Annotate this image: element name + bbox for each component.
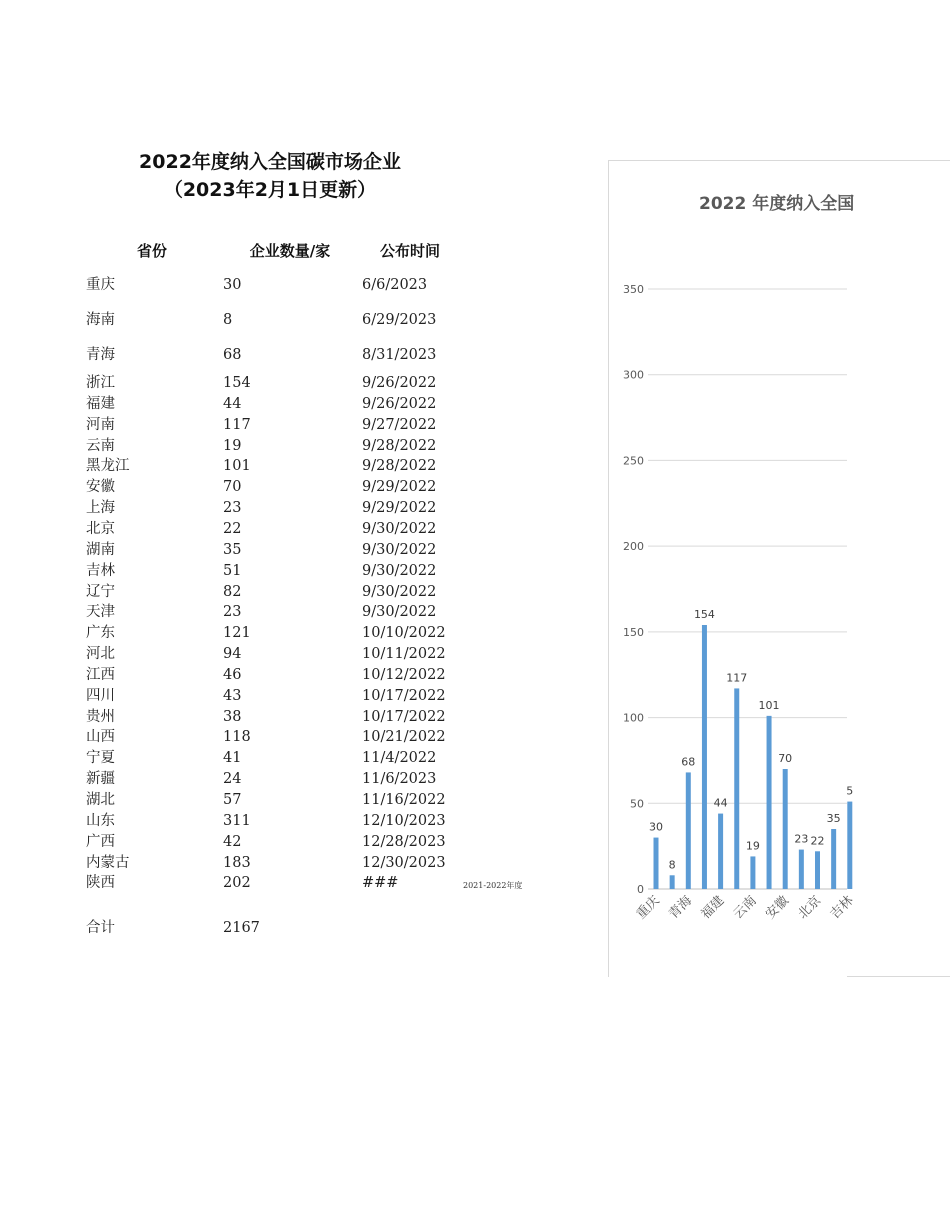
x-tick-label: 北京: [795, 893, 825, 923]
chart-title: 2022 年度纳入全国: [699, 194, 855, 214]
row-date: 12/10/2023: [362, 812, 446, 829]
x-tick-label: 云南: [730, 893, 760, 923]
column-header-date: 公布时间: [379, 242, 440, 260]
row-province: 青海: [86, 347, 115, 363]
row-province: 辽宁: [86, 583, 115, 600]
row-date: 9/26/2022: [362, 395, 437, 412]
row-count: 35: [223, 541, 242, 558]
bar: [750, 856, 755, 889]
row-date: 11/16/2022: [362, 792, 446, 808]
row-count: 23: [223, 500, 242, 517]
y-tick-label: 250: [623, 454, 644, 468]
x-tick-label: 重庆: [633, 893, 663, 923]
total-value: 2167: [223, 920, 260, 936]
row-count: 183: [223, 854, 251, 871]
row-province: 天津: [86, 604, 115, 621]
bar: [847, 802, 852, 889]
row-province: 安徽: [86, 479, 115, 496]
bar: [799, 850, 804, 889]
row-date: 9/30/2022: [362, 583, 437, 600]
row-count: 22: [223, 520, 242, 537]
row-province: 重庆: [86, 277, 115, 293]
data-label: 154: [693, 608, 715, 621]
row-province: 黑龙江: [86, 458, 130, 475]
x-tick-label: 福建: [698, 893, 728, 923]
row-date: 9/30/2022: [362, 541, 437, 558]
bar: [686, 772, 691, 889]
bar: [815, 851, 820, 889]
row-province: 上海: [86, 500, 115, 517]
y-tick-label: 0: [637, 883, 644, 896]
row-count: 46: [223, 666, 242, 683]
side-note: 2021-2022年度: [463, 881, 523, 890]
bar-chart: [609, 161, 857, 978]
row-count: 82: [223, 583, 242, 600]
row-province: 江西: [86, 666, 115, 683]
row-province: 湖南: [86, 541, 115, 558]
row-province: 湖北: [86, 792, 115, 808]
row-province: 河北: [86, 646, 115, 663]
row-count: 121: [223, 625, 251, 642]
row-date: 9/29/2022: [362, 479, 437, 496]
data-label: 44: [713, 796, 728, 810]
row-count: 19: [223, 437, 242, 454]
page-title: 2022年度纳入全国碳市场企业: [139, 151, 401, 173]
data-label: 70: [778, 752, 793, 765]
row-date: 10/11/2022: [362, 646, 446, 663]
data-label: 22: [810, 834, 825, 848]
row-date: 10/17/2022: [362, 708, 446, 725]
row-date: 9/26/2022: [362, 375, 437, 391]
total-label: 合计: [86, 920, 115, 936]
row-date: 11/4/2022: [362, 750, 437, 767]
row-province: 四川: [86, 687, 115, 704]
row-count: 202: [223, 875, 251, 892]
row-province: 广东: [86, 625, 115, 642]
data-label: 23: [794, 832, 809, 846]
column-header-count: 企业数量/家: [249, 242, 331, 260]
row-date: 12/30/2023: [362, 854, 446, 871]
row-province: 北京: [86, 520, 115, 537]
row-province: 广西: [86, 833, 115, 850]
data-label: 5: [846, 784, 854, 798]
data-label: 19: [745, 839, 760, 853]
y-tick-label: 100: [623, 711, 644, 725]
x-tick-label: 吉林: [827, 893, 857, 923]
row-province: 山西: [86, 729, 115, 746]
row-date: 11/6/2023: [362, 771, 437, 788]
page-subtitle: （2023年2月1日更新）: [163, 179, 377, 201]
row-count: 24: [223, 771, 242, 788]
row-date: 9/30/2022: [362, 520, 437, 537]
bar: [670, 875, 675, 889]
bar: [718, 814, 723, 889]
row-date: 9/29/2022: [362, 500, 437, 517]
row-count: 154: [223, 375, 251, 391]
y-tick-label: 350: [623, 283, 644, 296]
row-date: 9/30/2022: [362, 562, 437, 579]
row-date: 9/28/2022: [362, 437, 437, 454]
row-date: 9/28/2022: [362, 458, 437, 475]
row-date: 10/10/2022: [362, 625, 446, 642]
row-province: 浙江: [86, 375, 115, 391]
row-count: 94: [223, 646, 242, 663]
row-count: 70: [223, 479, 242, 496]
column-header-province: 省份: [136, 242, 167, 260]
row-date: 9/27/2022: [362, 416, 437, 433]
bar: [734, 688, 739, 889]
row-province: 内蒙古: [86, 854, 130, 871]
row-count: 51: [223, 562, 242, 579]
row-count: 44: [223, 395, 242, 412]
row-province: 陕西: [86, 875, 115, 892]
x-tick-label: 青海: [666, 893, 696, 923]
row-province: 海南: [86, 312, 115, 328]
data-label: 30: [649, 820, 663, 834]
chart-container: [608, 160, 950, 977]
row-count: 38: [223, 708, 242, 725]
row-date: 8/31/2023: [362, 347, 437, 363]
row-count: 43: [223, 687, 242, 704]
data-label: 8: [668, 858, 676, 872]
row-province: 吉林: [86, 562, 115, 579]
row-count: 42: [223, 833, 242, 850]
row-date: 10/17/2022: [362, 687, 446, 704]
data-label: 35: [826, 812, 841, 825]
data-label: 68: [681, 755, 696, 769]
row-province: 山东: [86, 812, 115, 829]
row-date: 6/29/2023: [362, 312, 437, 328]
row-province: 宁夏: [86, 750, 115, 767]
data-label: 117: [726, 671, 748, 685]
x-tick-label: 安徽: [763, 893, 793, 923]
row-province: 云南: [86, 437, 115, 454]
row-count: 68: [223, 347, 242, 363]
row-date: 12/28/2023: [362, 833, 446, 850]
y-tick-label: 300: [623, 368, 644, 382]
row-count: 41: [223, 750, 242, 767]
row-date: 6/6/2023: [362, 277, 428, 293]
data-label: 101: [758, 698, 780, 712]
row-date: 10/12/2022: [362, 666, 446, 683]
row-date: 9/30/2022: [362, 604, 437, 621]
bar: [702, 625, 707, 889]
row-date: 10/21/2022: [362, 729, 446, 746]
row-count: 57: [223, 792, 242, 808]
y-tick-label: 150: [623, 625, 644, 639]
row-province: 贵州: [86, 708, 115, 725]
row-date: ###: [362, 875, 399, 892]
row-province: 福建: [86, 395, 115, 412]
bar: [783, 769, 788, 889]
y-tick-label: 50: [630, 797, 644, 811]
bar: [654, 838, 659, 889]
row-count: 23: [223, 604, 242, 621]
row-count: 117: [223, 416, 251, 433]
bar: [767, 716, 772, 889]
bar: [831, 829, 836, 889]
row-count: 8: [223, 312, 233, 328]
row-province: 河南: [86, 416, 115, 433]
y-tick-label: 200: [623, 540, 644, 554]
row-province: 新疆: [86, 771, 115, 788]
row-count: 30: [223, 277, 242, 293]
row-count: 311: [223, 812, 251, 829]
row-count: 118: [223, 729, 251, 746]
row-count: 101: [223, 458, 251, 475]
